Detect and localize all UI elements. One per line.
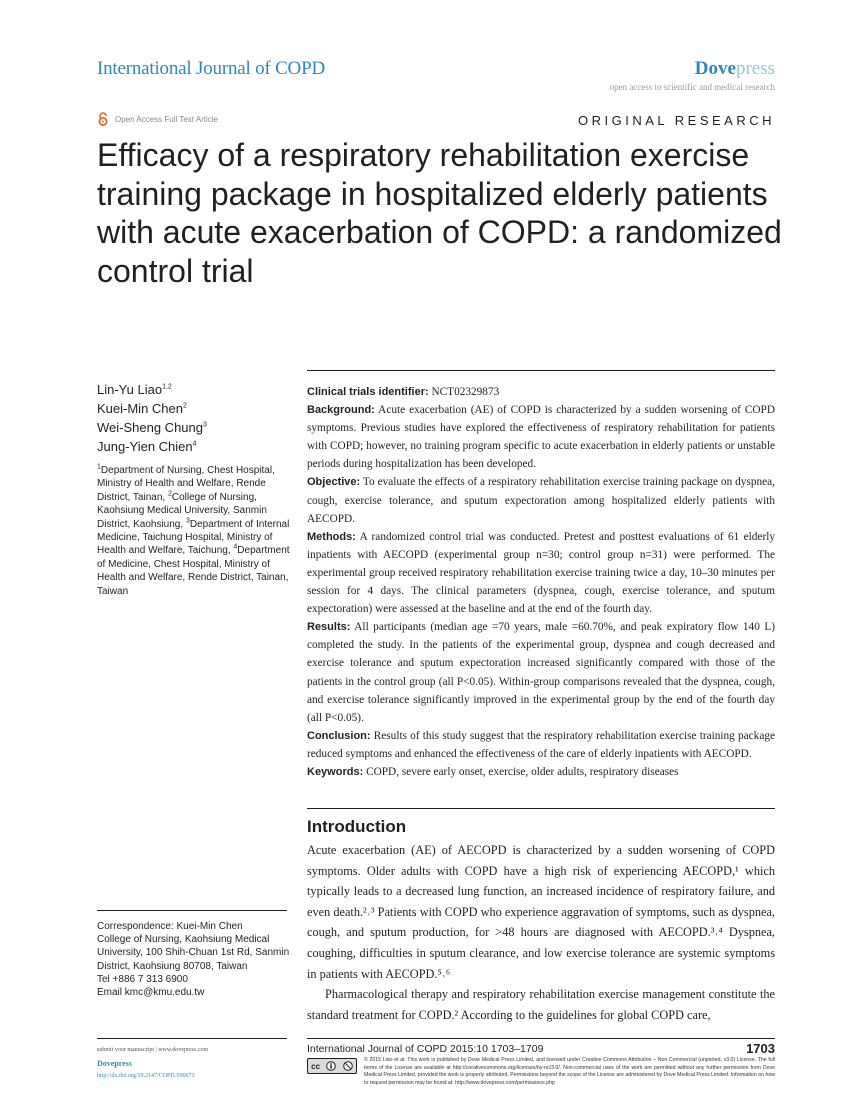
correspondence-divider (97, 910, 287, 911)
submit-manuscript-link[interactable]: submit your manuscript | www.dovepress.com (97, 1047, 209, 1053)
correspondence (97, 920, 292, 999)
abstract (307, 383, 775, 781)
publisher-tagline: open access to scientific and medical research (609, 82, 775, 92)
cc-license-badge[interactable] (307, 1058, 357, 1074)
brand-part-1: Dove (694, 58, 736, 79)
introduction-paragraph: Acute exacerbation (AE) of AECOPD is characterized by a sudden worsening of COPD symptoms. Older adults with COPD have a high risk of experiencing AECOPD,¹ which typically leads to a decreased lung function, an increased incidence of respiratory failure, and even death.²˒³ Patients with COPD who experience aggravation of symptoms, such as dyspnea, cough, and sputum production, for >48 hours are diagnosed with AECOPD.³˒⁴ Dyspnea, coughing, difficulties in sputum clearance, and low exercise tolerance are systemic symptoms in patients with AECOPD.⁵˒⁶ (307, 843, 775, 981)
footer-left (97, 1044, 208, 1083)
abstract-methods: Methods: A randomized control trial was conducted. Pretest and posttest evaluations of 61 elderly inpatients with AECOPD (experimental group n=30; control group n=31) were performed. The experimental group received respiratory rehabilitation exercise training twice a day, 10–30 minutes per session for 4 days. The clinical parameters (dyspnea, cough, exercise tolerance, and sputum expectoration) were assessed at the baseline and at the end of the fourth day. (307, 530, 775, 616)
journal-citation: International Journal of COPD 2015:10 1703–1709 (307, 1043, 544, 1055)
footer-right-rule (307, 1038, 775, 1039)
abstract-conclusion: Conclusion: Results of this study suggest that the respiratory rehabilitation exercise training package reduced symptoms and enhanced the effectiveness of the care of elderly inpatients with AECOPD. (307, 729, 775, 760)
affiliations: $^1$Department of Nursing, Chest Hospital, Ministry of Health and Welfare, Rende District, Tainan, $^2$College of Nursing, Kaohsiung Medical University, Sanmin District, Kaohsiung, $^3$Department of Internal Medicine, Taichung Hospital, Ministry of Health and Welfare, Taichung, $^4$Department of Medicine, Chest Hospital, Ministry of Health and Welfare, Rende District, Tainan, Taiwan (97, 463, 290, 597)
author: Kuei-Min Chen$^2$ (97, 401, 187, 416)
license-text: © 2015 Liao et al. This work is published by Dove Medical Press Limited, and licensed under Creative Commons Attribution – Non Commercial (unported, v3.0) License. The full terms of the License are available at http://creativecommons.org/licenses/by-nc/3.0/. Non-commercial uses of the work are permitted without any further permission from Dove Medical Press Limited, provided the work is properly attributed. Permissions beyond the scope of the License are administered by Dove Medical Press Limited. Information on how to request permission may be found at: http://www.dovepress.com/permissions.php (364, 1057, 775, 1086)
dovepress-logo[interactable] (695, 58, 775, 80)
attribution-icon (326, 1061, 336, 1071)
abstract-top-rule (307, 370, 775, 371)
correspondence-label: Correspondence: Kuei-Min Chen (97, 921, 243, 932)
abstract-keywords: Keywords: COPD, severe early onset, exercise, older adults, respiratory diseases (307, 765, 679, 778)
author: Wei-Sheng Chung$^3$ (97, 420, 207, 435)
noncommercial-icon (343, 1061, 353, 1071)
open-access-lock-icon (97, 112, 109, 126)
author-list (97, 380, 207, 456)
article-title: Efficacy of a respiratory rehabilitation exercise training package in hospitalized elderly patients with acute exacerbation of COPD: a randomized control trial (97, 137, 782, 289)
introduction-heading: Introduction (307, 817, 407, 836)
abstract-bottom-rule (307, 808, 775, 809)
open-access-label: Open Access Full Text Article (115, 114, 219, 124)
introduction-paragraph: Pharmacological therapy and respiratory rehabilitation exercise management constitute the standard treatment for COPD.² According to the guidelines for global COPD care, (307, 987, 775, 1022)
correspondence-tel: Tel +886 7 313 6900 (97, 973, 188, 985)
journal-name[interactable]: International Journal of COPD (97, 58, 325, 79)
author: Jung-Yien Chien$^4$ (97, 439, 197, 454)
abstract-background: Background: Acute exacerbation (AE) of COPD is characterized by a sudden worsening of COPD symptoms. Previous studies have explored the effectiveness of respiratory rehabilitation for patients with COPD; however, no training program specific to acute exacerbation in elderly patients or unstable periods during hospitalization has been developed. (307, 404, 775, 471)
abstract-trials: Clinical trials identifier: NCT02329873 (307, 386, 500, 398)
brand-part-2: press (735, 58, 775, 79)
abstract-objective: Objective: To evaluate the effects of a respiratory rehabilitation exercise training package on dyspnea, cough, exercise tolerance, and sputum expectoration among hospitalized elderly patients with AECOPD. (307, 476, 775, 525)
author: Lin-Yu Liao$^{1,2}$ (97, 382, 172, 397)
footer-left-rule (97, 1038, 287, 1039)
open-access-badge (97, 112, 218, 126)
introduction-body (307, 840, 775, 1025)
doi-link[interactable]: http://dx.doi.org/10.2147/COPD.S90673 (97, 1073, 195, 1079)
abstract-results: Results: All participants (median age =70 years, male =60.70%, and peak expiratory flow 140 L) completed the study. In the patients of the experimental group, dyspnea and cough decreased and exercise tolerance and sputum expectoration increased significantly compared with those of the patients in the control group (all P<0.05). Within-group comparisons revealed that the dyspnea, cough, and exercise tolerance significantly improved in the experimental group by the end of the fourth day (all P<0.05). (307, 621, 775, 724)
correspondence-email[interactable]: Email kmc@kmu.edu.tw (97, 987, 205, 999)
article-type: ORIGINAL RESEARCH (578, 113, 775, 128)
page-number: 1703 (746, 1041, 775, 1056)
footer-brand[interactable]: Dovepress (97, 1059, 132, 1068)
cc-icon: cc (311, 1061, 321, 1071)
correspondence-address: College of Nursing, Kaohsiung Medical University, 100 Shih-Chuan 1st Rd, Sanmin District, Kaohsiung 80708, Taiwan (97, 934, 290, 972)
